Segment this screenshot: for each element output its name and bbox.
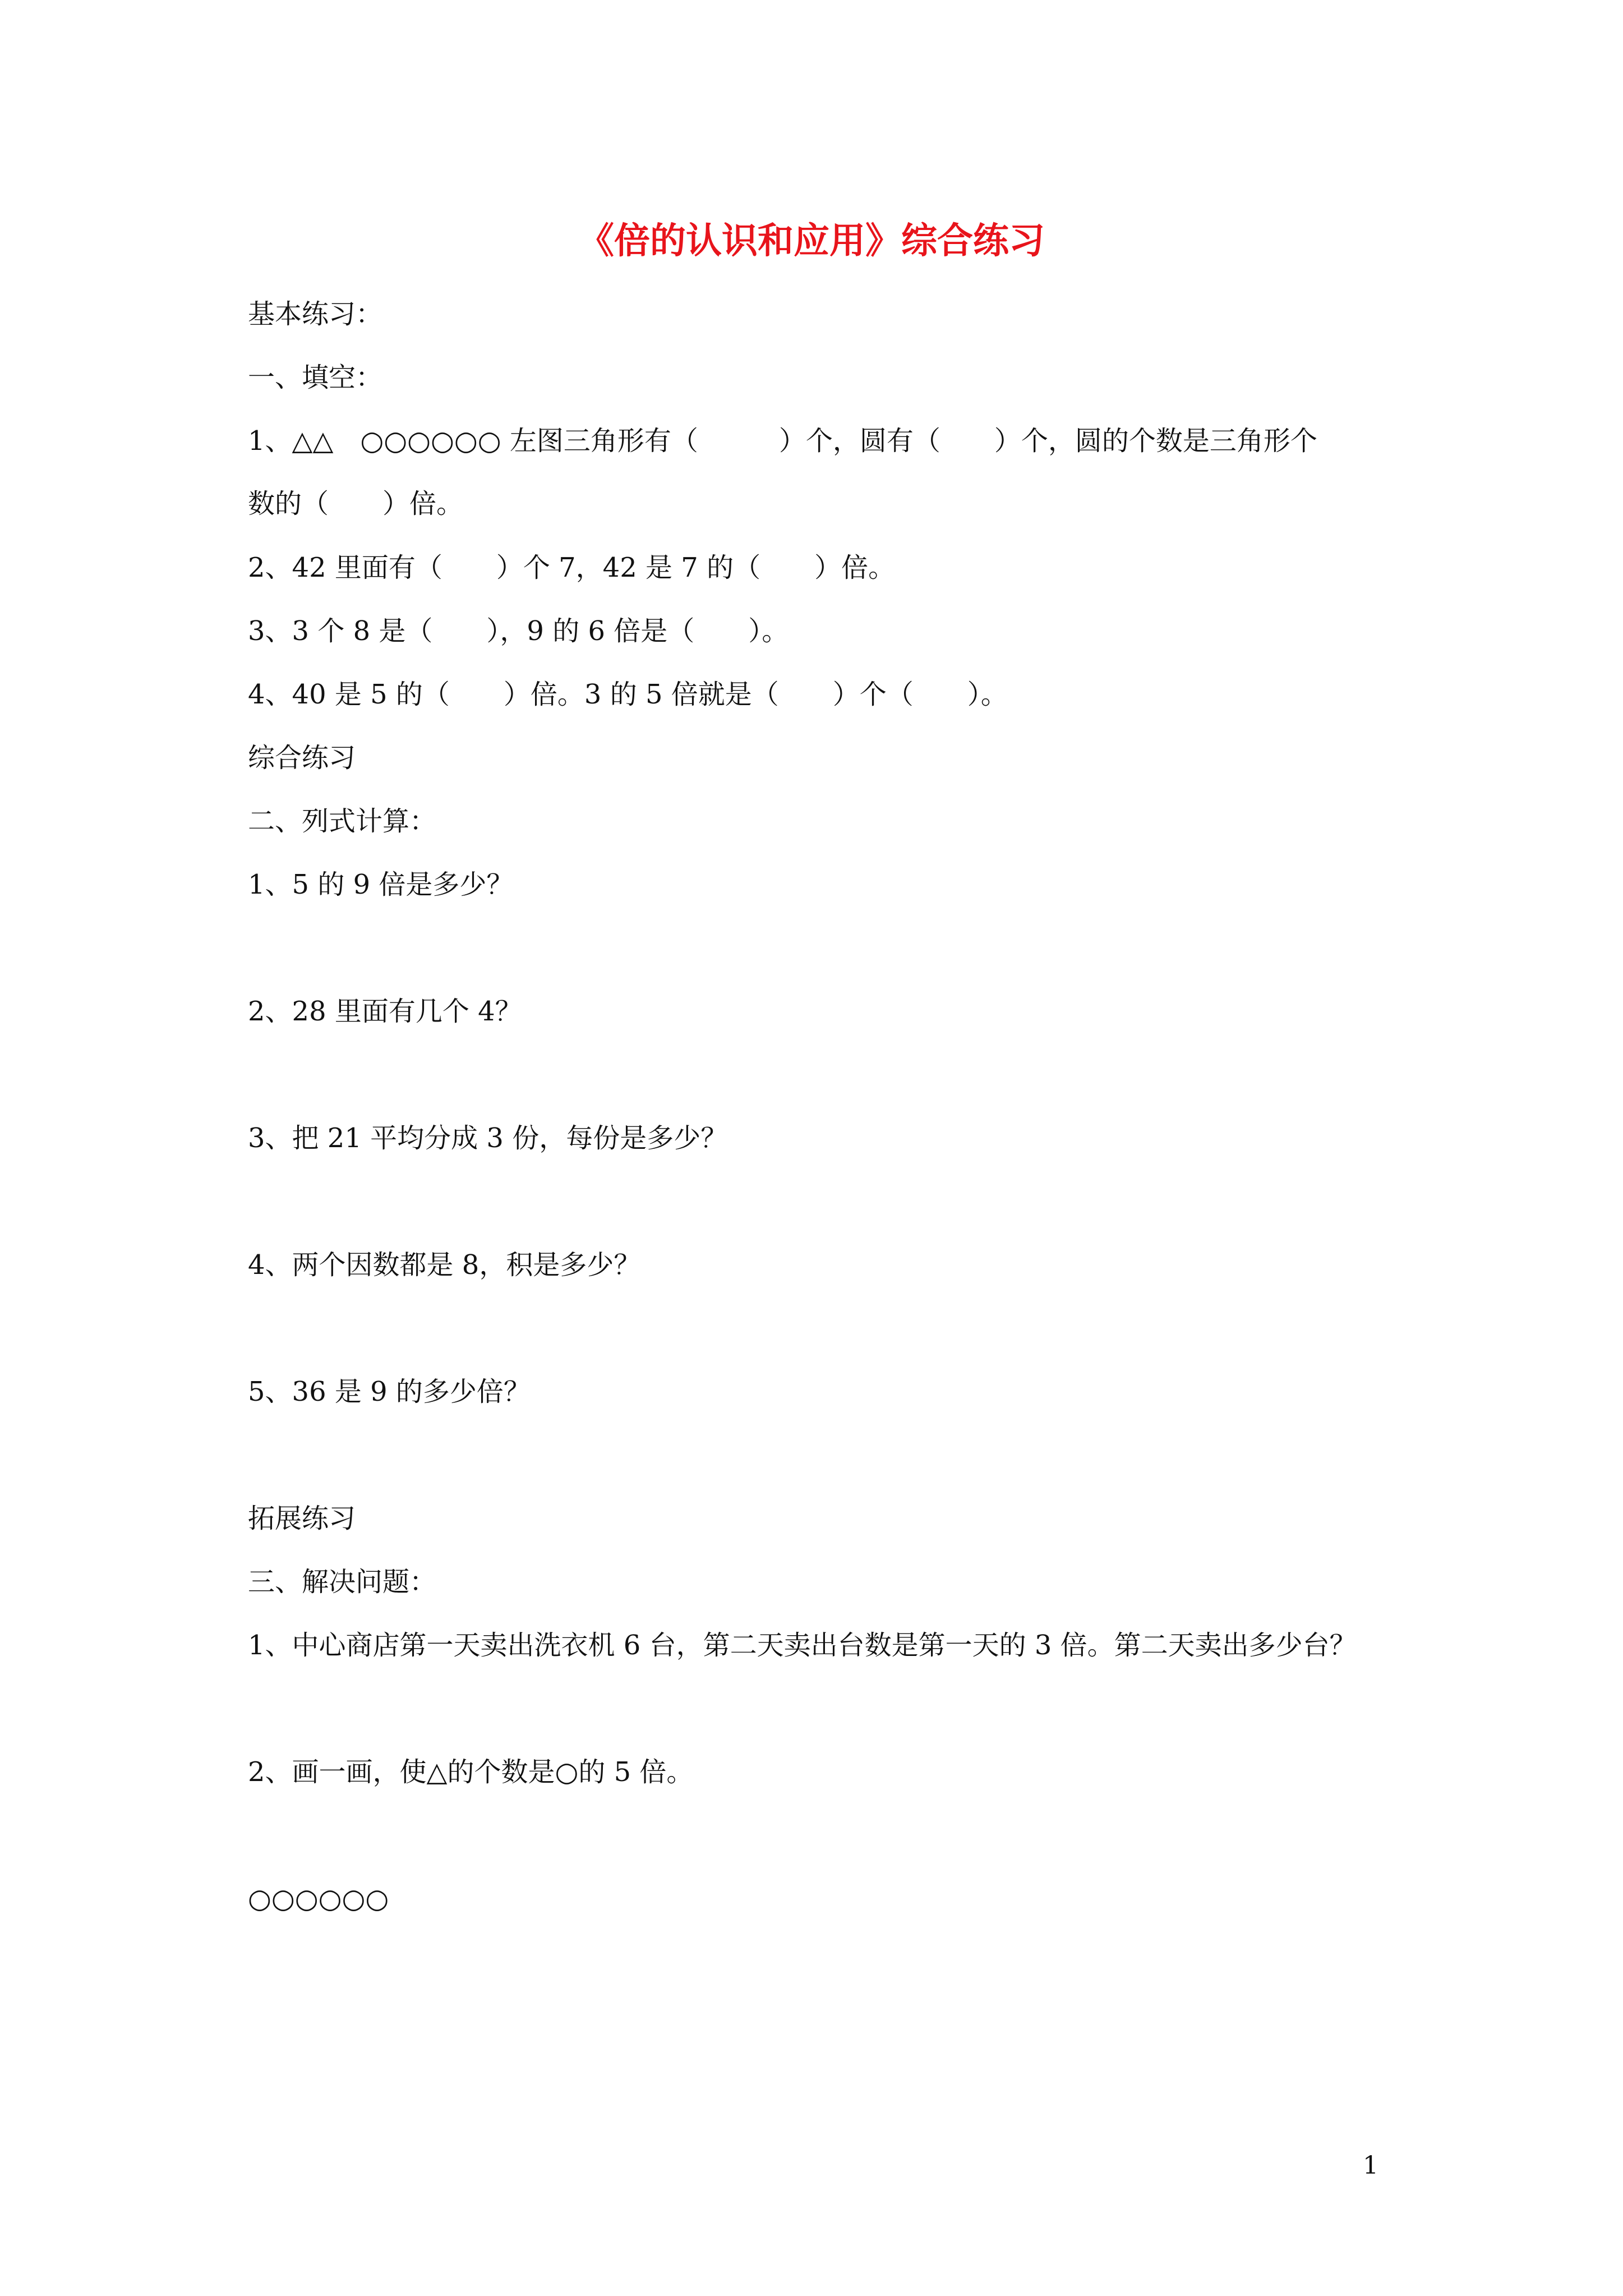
section2-heading: 二、列式计算： (248, 806, 437, 837)
page-number: 1 (1363, 2151, 1378, 2180)
section2-question-1: 1、5 的 9 倍是多少？ (248, 869, 514, 900)
comprehensive-practice-heading: 综合练习 (248, 742, 356, 774)
section2-question-3: 3、把 21 平均分成 3 份，每份是多少？ (248, 1122, 728, 1154)
section1-heading: 一、填空： (248, 362, 383, 393)
circle-figures: ○○○○○○ (248, 1883, 389, 1915)
section1-question-3: 3、3 个 8 是（ ），9 的 6 倍是（ ）。 (248, 615, 789, 647)
section3-question-1: 1、中心商店第一天卖出洗衣机 6 台，第二天卖出台数是第一天的 3 倍。第二天卖出多少台？ (248, 1630, 1357, 1661)
extension-practice-heading: 拓展练习 (248, 1503, 356, 1534)
section3-heading: 三、解决问题： (248, 1566, 437, 1598)
section2-question-2: 2、28 里面有几个 4？ (248, 996, 522, 1027)
section2-question-5: 5、36 是 9 的多少倍？ (248, 1376, 531, 1407)
document-title: 《倍的认识和应用》综合练习 (578, 220, 1045, 262)
section3-question-2: 2、画一画，使△的个数是○的 5 倍。 (248, 1756, 694, 1788)
section1-question-1-line-1: 1、△△ ○○○○○○ 左图三角形有（ ）个，圆有（ ）个，圆的个数是三角形个 (248, 425, 1317, 457)
basic-practice-heading: 基本练习： (248, 298, 383, 330)
section1-question-4: 4、40 是 5 的（ ）倍。3 的 5 倍就是（ ）个（ ）。 (248, 679, 1008, 710)
section1-question-1-line-2: 数的（ ）倍。 (248, 488, 464, 519)
section1-question-2: 2、42 里面有（ ）个 7，42 是 7 的（ ）倍。 (248, 552, 896, 583)
section2-question-4: 4、两个因数都是 8，积是多少？ (248, 1249, 641, 1281)
